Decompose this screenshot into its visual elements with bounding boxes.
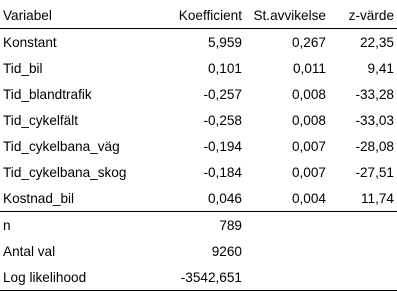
table-row [0, 107, 397, 133]
variable-name: Tid_blandtrafik [3, 86, 92, 102]
std-dev-value: 0,007 [291, 164, 326, 180]
z-value: 11,74 [329, 185, 397, 212]
coefficient-value: -0,194 [203, 138, 242, 154]
variable-name: Kostnad_bil [0, 185, 150, 212]
summary-label: Log likelihood [0, 264, 150, 291]
variable-name: Tid_cykelfält [3, 112, 79, 128]
variable-name: Tid_cykelbana_väg [3, 138, 120, 154]
header-st-avvikelse: St.avvikelse [245, 3, 329, 29]
coefficient-value: -0,257 [203, 86, 242, 102]
summary-label: Antal val [3, 243, 56, 259]
regression-table [0, 3, 397, 291]
std-dev-value: 0,007 [291, 138, 326, 154]
std-dev-value: 0,267 [291, 34, 326, 50]
z-value: -33,28 [355, 86, 394, 102]
summary-row [0, 264, 397, 291]
z-value: 9,41 [367, 60, 394, 76]
summary-label: n [3, 217, 11, 233]
header-z-varde: z-värde [329, 3, 397, 29]
coefficient-value: -0,258 [203, 112, 242, 128]
header-row [0, 3, 397, 29]
variable-name: Tid_cykelbana_skog [3, 164, 127, 180]
table-row [0, 159, 397, 185]
table-row [0, 29, 397, 56]
table-row [0, 185, 397, 212]
summary-row [0, 212, 397, 239]
z-value: 22,35 [359, 34, 394, 50]
coefficient-value: -0,184 [203, 164, 242, 180]
z-value: -27,51 [355, 164, 394, 180]
std-dev-value: 0,004 [245, 185, 329, 212]
coefficient-value: 5,959 [207, 34, 242, 50]
z-value: -28,08 [355, 138, 394, 154]
table-row [0, 133, 397, 159]
variable-name: Tid_bil [3, 60, 43, 76]
coefficient-value: 0,046 [150, 185, 245, 212]
header-variabel: Variabel [0, 3, 150, 29]
summary-row [0, 238, 397, 264]
coefficient-value: 0,101 [207, 60, 242, 76]
header-koefficient: Koefficient [150, 3, 245, 29]
summary-value: -3542,651 [150, 264, 245, 291]
std-dev-value: 0,008 [291, 112, 326, 128]
std-dev-value: 0,008 [291, 86, 326, 102]
summary-value: 9260 [211, 243, 242, 259]
z-value: -33,03 [355, 112, 394, 128]
variable-name: Konstant [3, 34, 57, 50]
summary-value: 789 [219, 217, 242, 233]
std-dev-value: 0,011 [292, 60, 326, 76]
table-row [0, 81, 397, 107]
table-row [0, 55, 397, 81]
